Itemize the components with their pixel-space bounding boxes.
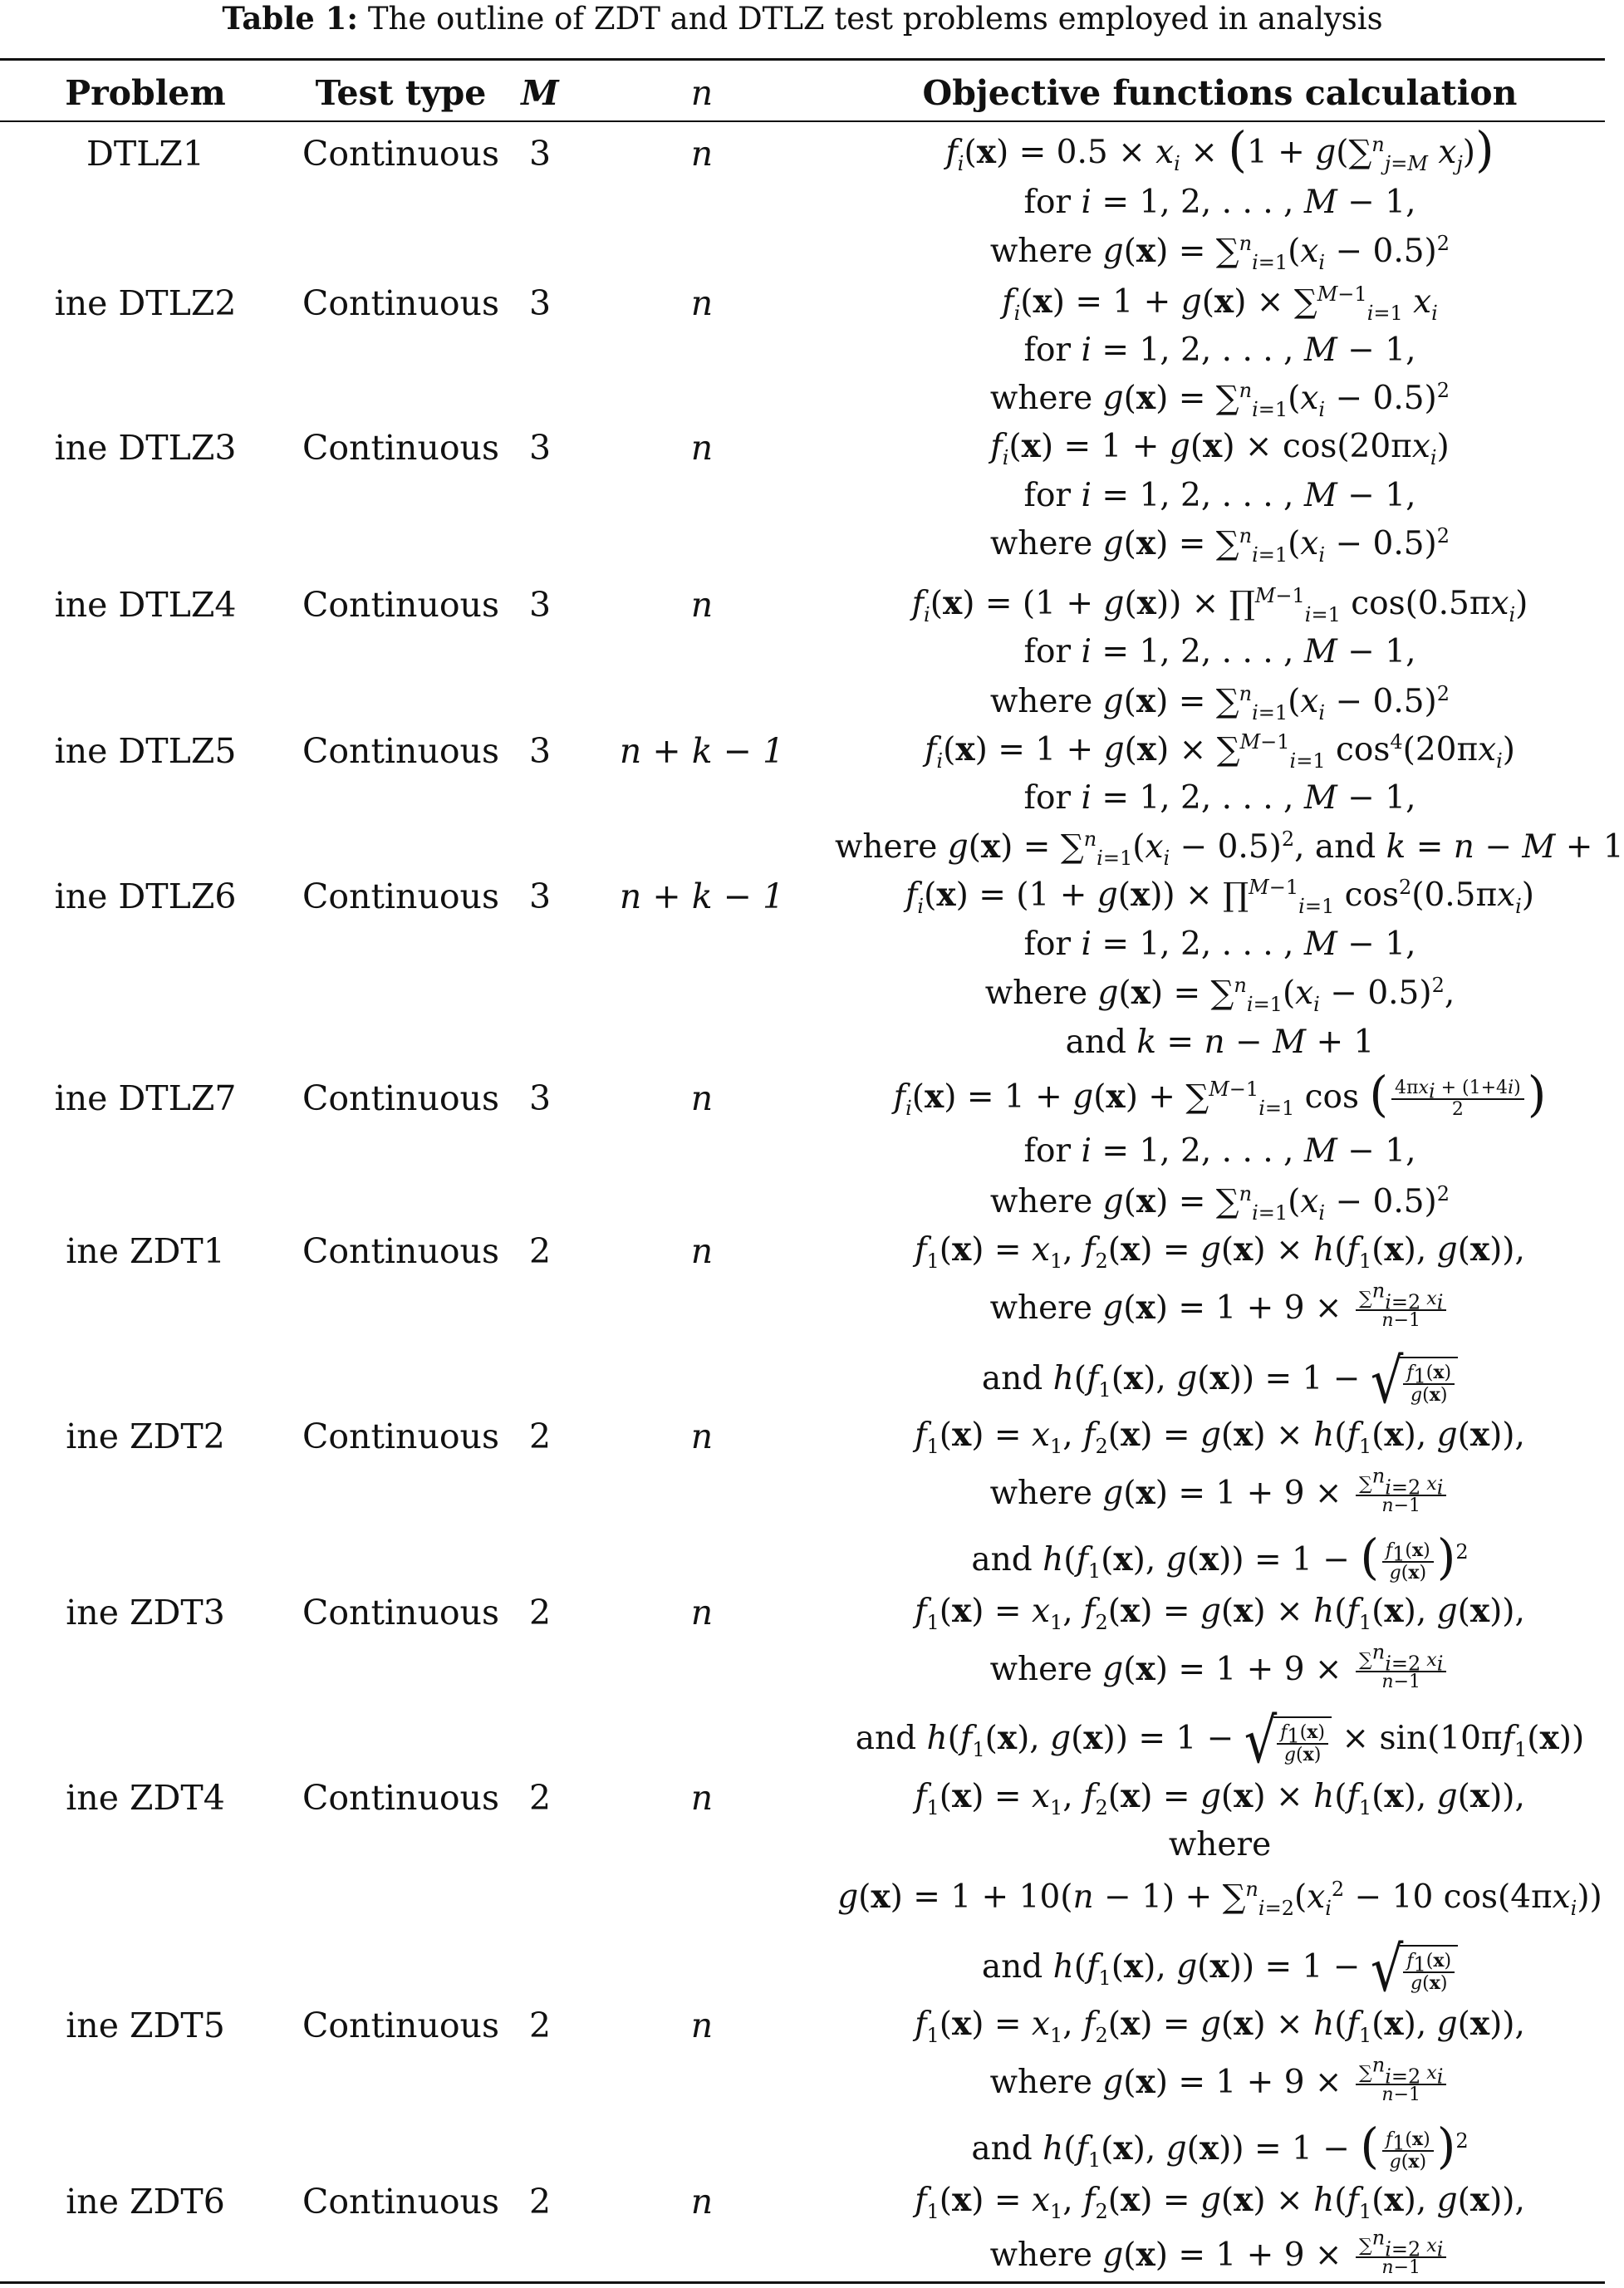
formula-line: for i = 1, 2, . . . , M − 1, — [1023, 331, 1416, 369]
formula-line: and k = n − M + 1 — [1065, 1024, 1375, 1061]
formula-line: and $h(f_1(x)$, g(x)) = 1 − ( $\frac{f_1(x)}{g(x)}$ )$^2$ — [971, 1529, 1469, 1585]
top-rule — [0, 58, 1605, 61]
formula-line: where $g(x) = \sum^n_{i=1}(x_i - 0.5)^2$, — [984, 974, 1455, 1016]
type-cell: Continuous — [302, 1778, 499, 1818]
m-cell: 3 — [528, 134, 552, 174]
formula-line: where $g(x) = \sum^n_{i=1}(x_i - 0.5)^2$ — [989, 1182, 1450, 1225]
m-cell: 3 — [528, 731, 552, 771]
formula-line: $f_i(x) = (1 + g(x))$ × ∏$^{M-1}_{i=1}$ $\cos(0.5\pi x_i)$ — [911, 584, 1528, 626]
n-cell: n + k − 1 — [619, 731, 785, 771]
formula-line: $f_i(x) = 1 + g(x) + \sum^{M-1}_{i=1}$ cos ( $\frac{4\pi x_i + (1+4i)}{2}$ ) — [893, 1066, 1547, 1122]
type-cell: Continuous — [302, 134, 499, 174]
formula-line: where $g(x) = \sum^n_{i=1}(x_i - 0.5)^2$ — [989, 379, 1450, 421]
problem-cell: ine ZDT6 — [66, 2182, 225, 2222]
formula-line: for i = 1, 2, . . . , M − 1, — [1023, 184, 1416, 221]
n-cell: n — [690, 1416, 714, 1456]
m-cell: 2 — [528, 1416, 552, 1456]
formula-line: and $h(f_1(x)$, g(x)) = 1 − √ $\frac{f_1(x)}{g(x)}$ — [835, 1354, 1605, 1407]
formula-line: for i = 1, 2, . . . , M − 1, — [1023, 926, 1416, 963]
formula-line: for i = 1, 2, . . . , M − 1, — [1023, 633, 1416, 670]
formula-line: and $h(f_1(x)$, g(x)) = 1 − ( $\frac{f_1(x)}{g(x)}$ )$^2$ — [971, 2118, 1469, 2174]
problem-cell: ine ZDT2 — [66, 1416, 225, 1456]
formula-line: where $g(x) = \sum^n_{i=1}(x_i - 0.5)^2$ — [989, 232, 1450, 274]
formula-line: $f_1(x) = x_1$, $f_2(x) = g(x) \times h(f_1(x)$, g(x)), — [915, 1416, 1525, 1458]
type-cell: Continuous — [302, 428, 499, 468]
type-cell: Continuous — [302, 1593, 499, 1633]
m-cell: 2 — [528, 1593, 552, 1633]
m-cell: 3 — [528, 585, 552, 625]
type-cell: Continuous — [302, 1078, 499, 1118]
type-cell: Continuous — [302, 876, 499, 916]
type-cell: Continuous — [302, 2006, 499, 2045]
n-cell: n — [690, 2182, 714, 2222]
m-cell: 2 — [528, 2006, 552, 2045]
problem-cell: ine DTLZ4 — [54, 585, 237, 625]
formula-line: $f_i(x) = 0.5 \times x_i \times (1 + g(\sum^n_{j=M}$ $x_j$)) — [945, 121, 1494, 178]
header-n: n — [690, 73, 714, 113]
problem-cell: ine ZDT5 — [66, 2006, 225, 2045]
formula-line: $f_i(x) = (1 + g(x))$ × ∏$^{M-1}_{i=1}$ $\cos^2(0.5\pi x_i)$ — [905, 876, 1535, 918]
type-cell: Continuous — [302, 585, 499, 625]
formula-line: where g(x) = 1 + 9 × $\frac{\sum^n_{i=2} x_i}{n-1}$ — [835, 2058, 1605, 2107]
header-problem: Problem — [65, 73, 226, 113]
formula-line: $f_1(x) = x_1$, $f_2(x) = g(x) \times h(f_1(x)$, g(x)), — [915, 1777, 1525, 1819]
header-objective: Objective functions calculation — [922, 73, 1518, 113]
formula-line: $g(x) = 1 + 10(n - 1) + \sum^n_{i=2}(x_i^2 - 10$ $\cos(4\pi x_i)$) — [837, 1878, 1602, 1920]
formula-line: and $h(f_1(x)$, g(x)) = 1 − √ $\frac{f_1(x)}{g(x)}$ × $\sin(10\pi f_1(x))$ — [855, 1704, 1585, 1777]
formula-line: where g(x) = 1 + 9 × $\frac{\sum^n_{i=2} x_i}{n-1}$ — [835, 1645, 1605, 1694]
formula-line: $f_1(x) = x_1$, $f_2(x) = g(x) \times h(f_1(x)$, g(x)), — [915, 2005, 1525, 2047]
problem-cell: ine DTLZ5 — [54, 731, 237, 771]
header-m: M — [521, 73, 559, 113]
formula-line: where — [1168, 1826, 1272, 1863]
bottom-rule — [0, 2281, 1605, 2284]
type-cell: Continuous — [302, 731, 499, 771]
problem-cell: ine DTLZ2 — [54, 283, 237, 323]
m-cell: 3 — [528, 876, 552, 916]
n-cell: n — [690, 2006, 714, 2045]
problem-cell: ine ZDT1 — [66, 1231, 225, 1271]
n-cell: n — [690, 283, 714, 323]
m-cell: 2 — [528, 1778, 552, 1818]
problem-cell: ine DTLZ3 — [54, 428, 237, 468]
formula-line: $f_1(x) = x_1$, $f_2(x) = g(x) \times h(f_1(x)$, g(x)), — [915, 1230, 1525, 1273]
formula-line: $f_1(x) = x_1$, $f_2(x) = g(x) \times h(f_1(x)$, g(x)), — [915, 2181, 1525, 2223]
caption-text: The outline of ZDT and DTLZ test problems employed in analysis — [358, 1, 1383, 37]
formula-line: and $h(f_1(x)$, g(x)) = 1 − √ $\frac{f_1(x)}{g(x)}$ — [835, 1942, 1605, 1995]
n-cell: n — [690, 1593, 714, 1633]
formula-line: where g(x) = 1 + 9 × $\frac{\sum^n_{i=2} x_i}{n-1}$ — [835, 1469, 1605, 1518]
formula-line: for i = 1, 2, . . . , M − 1, — [1023, 477, 1416, 514]
table-caption — [0, 0, 1605, 37]
n-cell: n — [690, 134, 714, 174]
problem-cell: DTLZ1 — [86, 134, 205, 174]
type-cell: Continuous — [302, 283, 499, 323]
type-cell: Continuous — [302, 2182, 499, 2222]
formula-line: where $g(x) = \sum^n_{i=1}(x_i - 0.5)^2$ — [989, 682, 1450, 724]
problem-cell: ine DTLZ7 — [54, 1078, 237, 1118]
formula-line: for i = 1, 2, . . . , M − 1, — [1023, 1132, 1416, 1170]
formula-line: $f_1(x) = x_1$, $f_2(x) = g(x) \times h(f_1(x)$, g(x)), — [915, 1592, 1525, 1634]
header-rule — [0, 120, 1605, 122]
m-cell: 2 — [528, 2182, 552, 2222]
type-cell: Continuous — [302, 1231, 499, 1271]
problem-cell: ine DTLZ6 — [54, 876, 237, 916]
problem-cell: ine ZDT3 — [66, 1593, 225, 1633]
m-cell: 2 — [528, 1231, 552, 1271]
m-cell: 3 — [528, 1078, 552, 1118]
n-cell: n + k − 1 — [619, 876, 785, 916]
formula-line: for i = 1, 2, . . . , M − 1, — [1023, 779, 1416, 817]
formula-line: where g(x) = 1 + 9 × $\frac{\sum^n_{i=2} x_i}{n-1}$ — [835, 1284, 1605, 1333]
n-cell: n — [690, 428, 714, 468]
formula-line: $f_i(x) = 1 + g(x) \times \cos(20\pi x_i)$ — [990, 427, 1450, 469]
formula-line: $f_i(x) = 1 + g(x) \times \sum^{M-1}_{i=1}$ $\cos^4(20\pi x_i)$ — [924, 730, 1516, 773]
header-test-type: Test type — [315, 73, 487, 113]
n-cell: n — [690, 1231, 714, 1271]
problem-cell: ine ZDT4 — [66, 1778, 225, 1818]
formula-line: where $g(x) = \sum^n_{i=1}(x_i - 0.5)^2$ — [989, 524, 1450, 567]
type-cell: Continuous — [302, 1416, 499, 1456]
m-cell: 3 — [528, 428, 552, 468]
formula-line: where g(x) = 1 + 9 × $\frac{\sum^n_{i=2} x_i}{n-1}$ — [835, 2231, 1605, 2280]
formula-line: $f_i(x) = 1 + g(x) \times \sum^{M-1}_{i=1}$ $x_i$ — [1002, 282, 1438, 325]
m-cell: 3 — [528, 283, 552, 323]
caption-label: Table 1: — [222, 0, 359, 37]
n-cell: n — [690, 1078, 714, 1118]
n-cell: n — [690, 585, 714, 625]
formula-line: where $g(x) = \sum^n_{i=1}(x_i - 0.5)^2$, and k = n − M + 1 — [835, 827, 1624, 870]
n-cell: n — [690, 1778, 714, 1818]
